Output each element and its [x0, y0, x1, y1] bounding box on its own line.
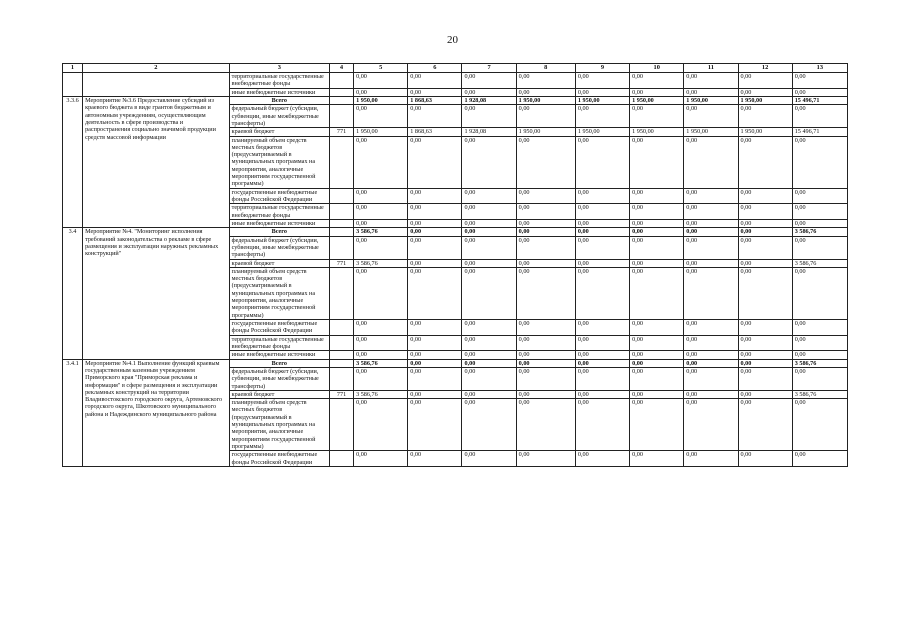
value-cell: 0,00	[408, 259, 462, 267]
value-cell: 0,00	[575, 320, 629, 336]
grbs-code	[329, 73, 353, 89]
value-cell: 0,00	[630, 236, 684, 259]
grbs-code	[329, 105, 353, 128]
column-header: 6	[408, 64, 462, 73]
value-cell: 0,00	[354, 136, 408, 188]
value-cell: 0,00	[408, 335, 462, 351]
column-header: 13	[792, 64, 847, 73]
value-cell: 0,00	[408, 88, 462, 96]
value-cell: 0,00	[792, 320, 847, 336]
value-cell: 0,00	[630, 136, 684, 188]
value-cell: 0,00	[738, 219, 792, 227]
value-cell: 0,00	[462, 390, 516, 398]
value-cell: 0,00	[575, 267, 629, 319]
value-cell: 1 868,63	[408, 96, 462, 104]
measure-code: 3.4	[63, 228, 83, 359]
value-cell: 1 950,00	[575, 128, 629, 136]
value-cell: 0,00	[516, 105, 575, 128]
grbs-code	[329, 351, 353, 359]
value-cell: 0,00	[684, 359, 738, 367]
value-cell: 0,00	[575, 399, 629, 451]
value-cell: 0,00	[792, 267, 847, 319]
value-cell: 0,00	[738, 136, 792, 188]
value-cell: 0,00	[575, 136, 629, 188]
column-header: 1	[63, 64, 83, 73]
value-cell: 0,00	[354, 451, 408, 467]
grbs-code: 771	[329, 128, 353, 136]
grbs-code	[329, 451, 353, 467]
funding-source: государственные внебюджетные фонды Российской Федерации	[229, 320, 329, 336]
measure-code	[63, 73, 83, 97]
measure-name: Мероприятие №3.6 Предоставление субсидий из краевого бюджета в виде грантов бюджетным и автономным учреждениям, осуществляющим деятельность в сфере производства и распространения социально значимой продукции средств массовой информации	[83, 96, 230, 227]
funding-source: государственные внебюджетные фонды Российской Федерации	[229, 188, 329, 204]
funding-source: федеральный бюджет (субсидии, субвенции, иные межбюджетные трансферты)	[229, 367, 329, 390]
funding-source: иные внебюджетные источники	[229, 88, 329, 96]
value-cell: 0,00	[630, 219, 684, 227]
value-cell: 0,00	[408, 236, 462, 259]
measure-name	[83, 73, 230, 97]
value-cell: 0,00	[792, 367, 847, 390]
value-cell: 0,00	[516, 204, 575, 220]
value-cell: 0,00	[516, 228, 575, 236]
value-cell: 0,00	[792, 88, 847, 96]
value-cell: 0,00	[684, 88, 738, 96]
value-cell: 1 950,00	[684, 128, 738, 136]
value-cell: 0,00	[684, 390, 738, 398]
value-cell: 1 950,00	[575, 96, 629, 104]
grbs-code	[329, 96, 353, 104]
funding-source: краевой бюджет	[229, 390, 329, 398]
value-cell: 0,00	[408, 320, 462, 336]
value-cell: 0,00	[630, 73, 684, 89]
value-cell: 0,00	[738, 228, 792, 236]
value-cell: 0,00	[738, 204, 792, 220]
value-cell: 0,00	[462, 320, 516, 336]
value-cell: 0,00	[630, 359, 684, 367]
value-cell: 1 950,00	[630, 128, 684, 136]
value-cell: 1 950,00	[738, 128, 792, 136]
value-cell: 0,00	[354, 367, 408, 390]
value-cell: 0,00	[354, 219, 408, 227]
value-cell: 3 586,76	[354, 259, 408, 267]
value-cell: 0,00	[792, 136, 847, 188]
grbs-code	[329, 267, 353, 319]
funding-source: планируемый объем средств местных бюджетов (предусматриваемый в муниципальных программах на мероприятия, аналогичные мероприятиям государственной программы)	[229, 399, 329, 451]
value-cell: 1 950,00	[630, 96, 684, 104]
value-cell: 0,00	[462, 367, 516, 390]
value-cell: 0,00	[462, 228, 516, 236]
value-cell: 0,00	[684, 259, 738, 267]
table-row	[63, 359, 848, 367]
grbs-code	[329, 219, 353, 227]
grbs-code	[329, 204, 353, 220]
column-header: 3	[229, 64, 329, 73]
value-cell: 0,00	[630, 267, 684, 319]
grbs-code	[329, 136, 353, 188]
value-cell: 0,00	[684, 320, 738, 336]
column-header: 8	[516, 64, 575, 73]
value-cell: 0,00	[630, 351, 684, 359]
funding-source: федеральный бюджет (субсидии, субвенции, иные межбюджетные трансферты)	[229, 236, 329, 259]
grbs-code	[329, 88, 353, 96]
value-cell: 0,00	[684, 399, 738, 451]
value-cell: 0,00	[738, 267, 792, 319]
column-header: 12	[738, 64, 792, 73]
value-cell: 0,00	[462, 188, 516, 204]
value-cell: 0,00	[738, 88, 792, 96]
value-cell: 0,00	[792, 188, 847, 204]
value-cell: 0,00	[354, 188, 408, 204]
funding-source: Всего	[229, 359, 329, 367]
value-cell: 0,00	[354, 73, 408, 89]
value-cell: 0,00	[684, 335, 738, 351]
value-cell: 0,00	[684, 188, 738, 204]
value-cell: 0,00	[516, 351, 575, 359]
funding-source: территориальные государственные внебюджетные фонды	[229, 335, 329, 351]
value-cell: 15 496,71	[792, 128, 847, 136]
value-cell: 0,00	[575, 367, 629, 390]
value-cell: 0,00	[630, 367, 684, 390]
value-cell: 0,00	[462, 267, 516, 319]
value-cell: 0,00	[630, 105, 684, 128]
grbs-code	[329, 236, 353, 259]
value-cell: 1 950,00	[354, 96, 408, 104]
value-cell: 0,00	[684, 267, 738, 319]
value-cell: 0,00	[792, 399, 847, 451]
value-cell: 0,00	[684, 219, 738, 227]
value-cell: 0,00	[630, 390, 684, 398]
value-cell: 0,00	[630, 259, 684, 267]
value-cell: 3 586,76	[792, 259, 847, 267]
grbs-code: 771	[329, 259, 353, 267]
value-cell: 0,00	[516, 259, 575, 267]
value-cell: 0,00	[462, 88, 516, 96]
funding-source: иные внебюджетные источники	[229, 219, 329, 227]
value-cell: 0,00	[516, 390, 575, 398]
value-cell: 0,00	[684, 73, 738, 89]
value-cell: 0,00	[354, 320, 408, 336]
value-cell: 0,00	[630, 451, 684, 467]
value-cell: 0,00	[630, 335, 684, 351]
value-cell: 0,00	[738, 188, 792, 204]
value-cell: 0,00	[408, 228, 462, 236]
value-cell: 0,00	[408, 73, 462, 89]
value-cell: 1 950,00	[516, 96, 575, 104]
header-row	[63, 64, 848, 73]
value-cell: 0,00	[408, 267, 462, 319]
value-cell: 0,00	[408, 204, 462, 220]
value-cell: 0,00	[516, 399, 575, 451]
value-cell: 0,00	[738, 320, 792, 336]
value-cell: 1 928,08	[462, 128, 516, 136]
value-cell: 0,00	[516, 320, 575, 336]
value-cell: 15 496,71	[792, 96, 847, 104]
value-cell: 0,00	[354, 105, 408, 128]
value-cell: 0,00	[575, 236, 629, 259]
column-header: 9	[575, 64, 629, 73]
value-cell: 3 586,76	[354, 359, 408, 367]
value-cell: 0,00	[575, 105, 629, 128]
value-cell: 0,00	[575, 259, 629, 267]
value-cell: 0,00	[462, 73, 516, 89]
value-cell: 0,00	[738, 367, 792, 390]
value-cell: 0,00	[792, 335, 847, 351]
value-cell: 0,00	[408, 390, 462, 398]
value-cell: 0,00	[516, 335, 575, 351]
value-cell: 0,00	[354, 267, 408, 319]
value-cell: 0,00	[408, 136, 462, 188]
value-cell: 3 586,76	[792, 228, 847, 236]
column-header: 10	[630, 64, 684, 73]
value-cell: 0,00	[575, 351, 629, 359]
value-cell: 0,00	[462, 136, 516, 188]
value-cell: 0,00	[792, 451, 847, 467]
value-cell: 1 950,00	[738, 96, 792, 104]
funding-source: краевой бюджет	[229, 128, 329, 136]
value-cell: 0,00	[738, 73, 792, 89]
funding-source: иные внебюджетные источники	[229, 351, 329, 359]
value-cell: 1 950,00	[354, 128, 408, 136]
funding-source: территориальные государственные внебюджетные фонды	[229, 73, 329, 89]
value-cell: 0,00	[408, 351, 462, 359]
funding-source: государственные внебюджетные фонды Российской Федерации	[229, 451, 329, 467]
value-cell: 0,00	[738, 259, 792, 267]
value-cell: 3 586,76	[792, 359, 847, 367]
value-cell: 0,00	[684, 351, 738, 359]
value-cell: 0,00	[738, 351, 792, 359]
measure-name: Мероприятие №4.1 Выполнение функций краевым государственным казенным учреждением Приморского края "Приморская реклама и информация" в сфере размещения и эксплуатации рекламных конструкций на территории Владивостокского городского округа, Артемовского городского округа, Шкотовского муниципального района и Надеждинского муниципального района	[83, 359, 230, 466]
funding-source: планируемый объем средств местных бюджетов (предусматриваемый в муниципальных программах на мероприятия, аналогичные мероприятиям государственной программы)	[229, 136, 329, 188]
budget-table	[62, 63, 848, 467]
value-cell: 0,00	[516, 219, 575, 227]
value-cell: 0,00	[630, 188, 684, 204]
value-cell: 0,00	[575, 73, 629, 89]
value-cell: 0,00	[575, 228, 629, 236]
measure-code: 3.4.1	[63, 359, 83, 466]
value-cell: 0,00	[516, 367, 575, 390]
value-cell: 0,00	[575, 451, 629, 467]
value-cell: 3 586,76	[354, 228, 408, 236]
value-cell: 0,00	[462, 451, 516, 467]
value-cell: 0,00	[408, 399, 462, 451]
column-header: 11	[684, 64, 738, 73]
value-cell: 0,00	[792, 219, 847, 227]
value-cell: 0,00	[516, 136, 575, 188]
value-cell: 0,00	[516, 359, 575, 367]
funding-source: планируемый объем средств местных бюджетов (предусматриваемый в муниципальных программах на мероприятия, аналогичные мероприятиям государственной программы)	[229, 267, 329, 319]
value-cell: 0,00	[738, 105, 792, 128]
value-cell: 1 950,00	[516, 128, 575, 136]
value-cell: 0,00	[630, 88, 684, 96]
value-cell: 0,00	[684, 204, 738, 220]
grbs-code	[329, 359, 353, 367]
table-row	[63, 96, 848, 104]
value-cell: 0,00	[575, 390, 629, 398]
grbs-code	[329, 320, 353, 336]
value-cell: 0,00	[575, 335, 629, 351]
value-cell: 0,00	[792, 105, 847, 128]
value-cell: 0,00	[684, 228, 738, 236]
grbs-code	[329, 188, 353, 204]
funding-source: Всего	[229, 96, 329, 104]
value-cell: 0,00	[792, 73, 847, 89]
value-cell: 0,00	[354, 335, 408, 351]
grbs-code	[329, 367, 353, 390]
column-header: 4	[329, 64, 353, 73]
value-cell: 0,00	[354, 399, 408, 451]
value-cell: 0,00	[684, 367, 738, 390]
funding-source: краевой бюджет	[229, 259, 329, 267]
value-cell: 0,00	[684, 451, 738, 467]
value-cell: 0,00	[684, 236, 738, 259]
measure-name: Мероприятие №4. "Мониторинг исполнения требований законодательства о рекламе в сфере размещения и эксплуатации наружных рекламных конструкций"	[83, 228, 230, 359]
value-cell: 0,00	[354, 236, 408, 259]
grbs-code	[329, 335, 353, 351]
value-cell: 0,00	[516, 451, 575, 467]
value-cell: 0,00	[738, 236, 792, 259]
value-cell: 0,00	[684, 136, 738, 188]
value-cell: 0,00	[462, 335, 516, 351]
value-cell: 1 928,08	[462, 96, 516, 104]
table-row	[63, 73, 848, 89]
value-cell: 3 586,76	[354, 390, 408, 398]
value-cell: 0,00	[462, 236, 516, 259]
funding-source: Всего	[229, 228, 329, 236]
value-cell: 0,00	[792, 351, 847, 359]
value-cell: 0,00	[354, 204, 408, 220]
grbs-code	[329, 228, 353, 236]
value-cell: 0,00	[575, 359, 629, 367]
value-cell: 0,00	[408, 367, 462, 390]
page-number: 20	[447, 34, 458, 46]
value-cell: 0,00	[408, 105, 462, 128]
measure-code: 3.3.6	[63, 96, 83, 227]
value-cell: 0,00	[792, 204, 847, 220]
value-cell: 0,00	[684, 105, 738, 128]
value-cell: 0,00	[462, 399, 516, 451]
value-cell: 0,00	[575, 204, 629, 220]
value-cell: 0,00	[408, 359, 462, 367]
value-cell: 0,00	[516, 88, 575, 96]
value-cell: 1 950,00	[684, 96, 738, 104]
value-cell: 0,00	[630, 399, 684, 451]
value-cell: 1 868,63	[408, 128, 462, 136]
value-cell: 0,00	[462, 359, 516, 367]
value-cell: 0,00	[575, 188, 629, 204]
value-cell: 0,00	[408, 219, 462, 227]
funding-source: федеральный бюджет (субсидии, субвенции, иные межбюджетные трансферты)	[229, 105, 329, 128]
value-cell: 0,00	[792, 236, 847, 259]
value-cell: 3 586,76	[792, 390, 847, 398]
value-cell: 0,00	[738, 399, 792, 451]
value-cell: 0,00	[575, 219, 629, 227]
value-cell: 0,00	[462, 351, 516, 359]
value-cell: 0,00	[462, 259, 516, 267]
value-cell: 0,00	[630, 320, 684, 336]
value-cell: 0,00	[738, 390, 792, 398]
value-cell: 0,00	[462, 204, 516, 220]
table-row	[63, 228, 848, 236]
grbs-code: 771	[329, 390, 353, 398]
value-cell: 0,00	[462, 105, 516, 128]
value-cell: 0,00	[516, 188, 575, 204]
value-cell: 0,00	[738, 335, 792, 351]
grbs-code	[329, 399, 353, 451]
value-cell: 0,00	[516, 267, 575, 319]
column-header: 5	[354, 64, 408, 73]
value-cell: 0,00	[462, 219, 516, 227]
column-header: 7	[462, 64, 516, 73]
value-cell: 0,00	[516, 73, 575, 89]
value-cell: 0,00	[738, 451, 792, 467]
value-cell: 0,00	[516, 236, 575, 259]
value-cell: 0,00	[354, 351, 408, 359]
value-cell: 0,00	[575, 88, 629, 96]
value-cell: 0,00	[354, 88, 408, 96]
value-cell: 0,00	[408, 451, 462, 467]
column-header: 2	[83, 64, 230, 73]
value-cell: 0,00	[630, 204, 684, 220]
value-cell: 0,00	[738, 359, 792, 367]
funding-source: территориальные государственные внебюджетные фонды	[229, 204, 329, 220]
value-cell: 0,00	[408, 188, 462, 204]
value-cell: 0,00	[630, 228, 684, 236]
